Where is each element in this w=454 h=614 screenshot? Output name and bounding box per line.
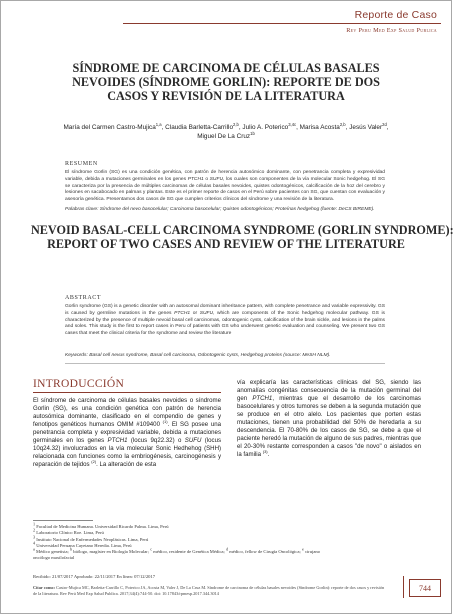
title-english bbox=[31, 223, 454, 252]
keywords-value: Síndrome del nevo basocelular; Carcinoma basocelular; Quistes odontogénicos; Proteínas hedgehog (fuente: DeCS BIREME). bbox=[98, 207, 375, 212]
citation-text: Castro-Mujica MC, Barletta-Carrillo C, Poterico JA, Acosta M, Valer J, De La Cruz M. Síndrome de carcinoma de células basales nevoides (Síndrome Gorlin): reporte de dos casos y revisión de la literatura. Rev Perú Med Exp Salud Publica. 2017;34(4):744-50. doi: 10.17843/rpmesp.2017.344.3014 bbox=[33, 585, 385, 596]
text-run: médico, fellow de Cirugía Oncológica; bbox=[228, 549, 302, 555]
title-en-line: NEVOID BASAL-CELL CARCINOMA SYNDROME (GORLIN SYNDROME): bbox=[31, 223, 454, 237]
text-run: . bbox=[267, 451, 270, 459]
superscript-marker: 2,b bbox=[233, 121, 239, 127]
text-run: . El SG posee una penetrancia completa y expresividad variable, debida a mutaciones germinales en los genes bbox=[33, 421, 221, 445]
superscript-marker: (3) bbox=[262, 449, 268, 455]
superscript-marker: 2d bbox=[382, 121, 387, 127]
keywords-label: Palabras clave: bbox=[65, 207, 99, 212]
superscript-marker: 2 bbox=[33, 527, 36, 533]
title-es-line: CASOS Y REVISIÓN DE LA LITERATURA bbox=[107, 89, 345, 104]
introduction-rule bbox=[33, 392, 221, 393]
abstract-text bbox=[65, 304, 385, 338]
text-run: médico, residente de Genética Médica; bbox=[152, 549, 226, 555]
superscript-marker: 1 bbox=[33, 521, 36, 527]
article-dates: Recibido: 21/07/2017 Aprobado: 22/11/2017 En línea: 07/12/2017 bbox=[33, 574, 156, 579]
affiliation-row bbox=[33, 546, 333, 555]
superscript-marker: a bbox=[33, 546, 35, 552]
introduction-column-right bbox=[237, 379, 421, 539]
resumen-keywords bbox=[65, 207, 385, 214]
author-list bbox=[25, 123, 427, 141]
page-number: 744 bbox=[409, 579, 441, 597]
text-run: biólogo, magíster en Biología Molecular; bbox=[72, 549, 151, 555]
abstract-rule bbox=[65, 363, 385, 364]
text-run: , Julio A. Poterico bbox=[238, 124, 289, 131]
superscript-marker: (2) bbox=[91, 459, 97, 465]
text-run: oncólogo maxilofacial bbox=[33, 555, 75, 561]
text-run: , los cuales son componentes de la vía molecular Sonic hedgehog. El SG se caracteriza por la presencia de múltiples carcinomas de células basales nevoides, quistes odontogénicos, calcificación de la hoz del cerebro y lesiones en sacabocado en palmas y plantas. Este es el primer reporte de casos en el Perú sobre pacientes con SG, que cuentan con evaluación y asesoría genética. Presentamos dos casos de SG que cumplen criterios clínicos del síndrome y una revisión de la literatura. bbox=[65, 176, 385, 203]
text-run: Gorlin syndrome (GS) is a genetic disorder with an autosomal dominant inheritance pattern, with complete penetrance and variable expressivity. GS is caused by germline mutations in the genes bbox=[65, 304, 385, 316]
text-run: PTCH1 bbox=[252, 395, 273, 403]
text-run: , Claudia Barletta-Carrillo bbox=[161, 124, 233, 131]
text-run: vía explicaría las características clínicas del SG, siendo las anomalías congénitas consecuencia de la mutación germinal del gen bbox=[237, 379, 421, 403]
text-run: SUFU bbox=[199, 310, 214, 316]
abstract-keywords bbox=[65, 353, 385, 360]
text-run: El síndrome Gorlin (SG) es una condición genética, con patrón de herencia autosómico dominante, con penetrancia completa y expresividad variable, debida a mutaciones germinales en los genes bbox=[65, 170, 385, 182]
resumen-heading: RESUMEN bbox=[65, 161, 98, 167]
superscript-marker: 1b bbox=[250, 131, 255, 137]
superscript-marker: 4 bbox=[33, 540, 36, 546]
title-es-line: NEVOIDES (SÍNDROME GORLIN): REPORTE DE DOS bbox=[72, 75, 380, 90]
page-number-divider bbox=[403, 576, 404, 598]
text-run: Médico genetista; bbox=[34, 549, 70, 555]
text-run: El síndrome de carcinoma de células basales nevoides o síndrome Gorlin (SG), es una condición genética con patrón de herencia autosómica dominante, clasificado en el compendio de genes y fenotipos genéticos humanos OMIM #109400 bbox=[33, 397, 221, 429]
text-run: SUFU bbox=[209, 176, 223, 182]
journal-name: Rev Peru Med Exp Salud Publica bbox=[346, 27, 437, 34]
text-run: or bbox=[190, 310, 200, 316]
author-line bbox=[25, 132, 427, 141]
footnote-rule bbox=[33, 520, 93, 521]
superscript-marker: 2,b bbox=[339, 121, 346, 127]
text-run: , Marisa Acosta bbox=[296, 124, 340, 131]
superscript-marker: 1,a bbox=[155, 121, 162, 127]
superscript-marker: (1) bbox=[162, 419, 168, 425]
superscript-marker: 3,4c bbox=[288, 121, 297, 127]
citation bbox=[33, 585, 389, 597]
text-run: , bbox=[386, 124, 389, 131]
text-run: PTCH1 bbox=[187, 176, 204, 182]
text-run: Instituto Nacional de Enfermedades Neoplásicas. Lima, Perú bbox=[35, 536, 149, 542]
text-run: María del Carmen Castro-Mujica bbox=[63, 124, 156, 131]
text-run: , mientras que el desarrollo de los carcinomas basocelulares y otros tumores se deben a la segunda mutación que se produce en el otro alelo. Los pacientes que porten estas mutaciones, tienen una probabilidad del 50% de heredarla a su descendencia. El 70-80% de los casos de SG, se debe a que el paciente heredó la mutación de alguno de sus padres, mientras que el 20-30% restante corresponden a casos "de novo" o aislados en la familia bbox=[237, 395, 421, 459]
keywords-label: Keywords: bbox=[65, 353, 88, 358]
text-run: o bbox=[203, 176, 210, 182]
introduction-heading: INTRODUCCIÓN bbox=[33, 378, 125, 390]
text-run: Laboratorio Clínico Roe. Lima, Perú bbox=[35, 530, 104, 536]
text-run: PTCH1 bbox=[107, 437, 128, 445]
text-run: Miguel De La Cruz bbox=[197, 133, 251, 141]
text-run: , Jesús Valer bbox=[345, 124, 383, 131]
citation-label: Citar como: bbox=[33, 585, 55, 590]
keywords-value: Basal cell nevus syndrome, Basal cell carcinoma, Odontogenic cysts, Hedgehog proteins (source: MeSH NLM). bbox=[87, 353, 331, 358]
text-run: , which are components of the Sonic hedgehog molecular pathway. GS is characterized by the presence of multiple nevoid basal cell carcinomas, odontogenic cysts, calcification of the brain sickle, and lesions in the palms and soles. This study is the first to report cases in Peru of patients with GS who underwent genetic evaluation and counseling. We present two GS cases that meet the clinical criteria for the syndrome and review the literature bbox=[65, 310, 386, 337]
resumen-text bbox=[65, 170, 385, 204]
author-line bbox=[25, 123, 427, 132]
text-run: PTCH1 bbox=[174, 310, 191, 316]
title-spanish bbox=[31, 61, 421, 104]
title-en-line: REPORT OF TWO CASES AND REVIEW OF THE LITERATURE bbox=[47, 237, 405, 252]
superscript-marker: b bbox=[69, 546, 73, 552]
text-run: SUFU bbox=[184, 437, 202, 445]
text-run: (locus 10q24.32) involucrados en la vía molecular Sonic Hedhehog (SHH) relacionada con funciones como la embriogénesis, carcinogénesis y reparación de tejidos bbox=[33, 437, 222, 469]
text-run: Facultad de Medicina Humana. Universidad Ricardo Palma. Lima, Perú bbox=[35, 524, 169, 529]
title-es-line: SÍNDROME DE CARCINOMA DE CÉLULAS BASALES bbox=[72, 61, 380, 75]
abstract-heading: ABSTRACT bbox=[65, 295, 102, 301]
text-run: Universidad Peruana Cayetano Heredia. Lima, Perú bbox=[35, 542, 132, 548]
superscript-marker: e bbox=[301, 546, 304, 552]
text-run: cirujano bbox=[303, 549, 321, 555]
superscript-marker: d bbox=[225, 546, 229, 552]
affiliations bbox=[33, 521, 333, 562]
superscript-marker: 3 bbox=[33, 534, 36, 540]
affiliation-row bbox=[33, 555, 333, 561]
header-rule bbox=[123, 23, 441, 24]
section-label: Reporte de Caso bbox=[354, 9, 437, 21]
text-run: (locus 9q22.32) o bbox=[127, 437, 185, 445]
text-run: . La alteración de esta bbox=[96, 461, 157, 469]
superscript-marker: c bbox=[150, 546, 153, 552]
